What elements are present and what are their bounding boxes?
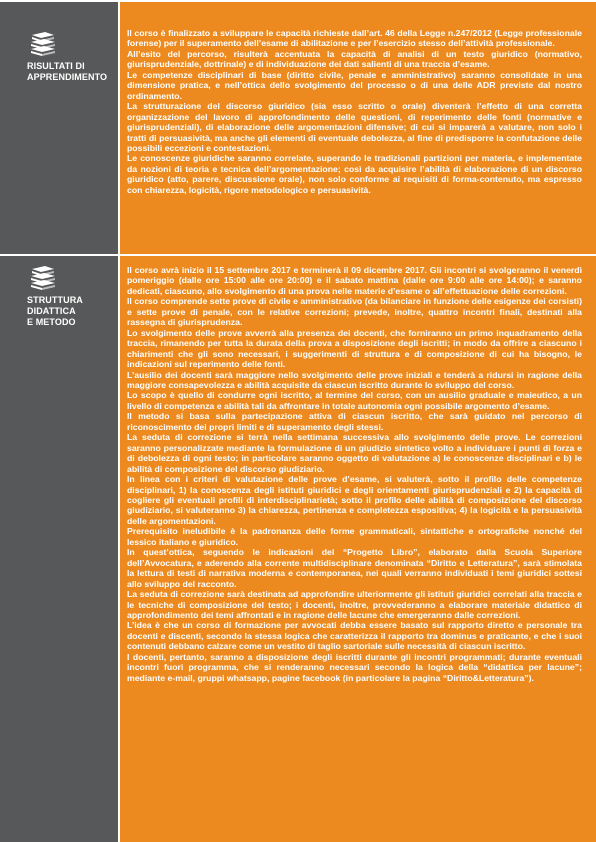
section-label-line: APPRENDIMENTO (27, 72, 108, 82)
paragraph: I docenti, pertanto, saranno a disposizione degli iscritti durante gli incontri programmati; durante eventuali incontri fuori programma, che si renderanno necessari secondo la logica della “didattica per lacune”; mediante e-mail, gruppi whatsapp, pagine facebook (in particolare la pagina “Diritto&Letteratura”). (127, 651, 582, 683)
paragraph: L’ausilio dei docenti sarà maggiore nello svolgimento delle prove iniziali e tenderà a ridursi in ragione della maggiore consapevolezza e abilità acquisite da ciascun iscritto durante lo sviluppo del corso. (127, 369, 582, 390)
paragraph: La seduta di correzione si terrà nella settimana successiva allo svolgimento delle prove. Le correzioni saranno personalizzate mediante la formulazione di un giudizio sintetico volto a individuare i punti di forza e di debolezza di ogni testo; in particolare saranno oggetto di valutazione a) le conoscenze disciplinari e b) le abilità di composizione del discorso giudiziario. (127, 432, 582, 474)
paragraph: La seduta di correzione sarà destinata ad approfondire ulteriormente gli istituti giuridici correlati alla traccia e le tecniche di composizione del testo; i docenti, inoltre, provvederanno a elaborare materiale didattico di approfondimento dei temi affrontati e in ragione delle lacune che emergeranno dalle correzioni. (127, 589, 582, 620)
paragraph: All’esito del percorso, risulterà accentuata la capacità di analisi di un testo giuridico (normativo, giurisprudenziale, dottrinale) e di individuazione dei dati salienti di una traccia d’esame. (127, 48, 582, 70)
section-label-line: STRUTTURA (27, 295, 83, 305)
section-2-body (127, 265, 582, 683)
paragraph: Prerequisito ineludibile è la padronanza delle forme grammaticali, sintattiche e ortografiche nonché del lessico italiano e giuridico. (127, 526, 582, 547)
section-label (27, 61, 115, 83)
paragraph: Le competenze disciplinari di base (diritto civile, penale e amministrativo) saranno consolidate in una dimensione pratica, e nell’ottica dello svolgimento del processo o di una delle ADR previste dal nostro ordinamento. (127, 69, 582, 101)
paragraph: In quest’ottica, seguendo le indicazioni del “Progetto Libro”, elaborato dalla Scuola Superiore dell’Avvocatura, e aderendo alla corrente multidisciplinare denominata “Diritto e Letteratura”, sarà stimolata la lettura di testi di narrativa moderna e contemporanea, nei quali verranno individuati i temi giuridici sottesi allo sviluppo del racconto. (127, 547, 582, 589)
section-1-sidebar (27, 32, 115, 83)
paragraph: La strutturazione del discorso giuridico (sia esso scritto o orale) diventerà l’effetto di una corretta organizzazione del lavoro di approfondimento delle questioni, di reperimento delle fonti (normative e giurisprudenziali), di elaborazione delle argomentazioni difensive; di cui si imparerà a valutare, non solo i tratti di persuasività, ma anche gli elementi di eventuale debolezza, al fine di predisporre la confutazione delle possibili eccezioni e contestazioni. (127, 101, 582, 153)
section-label-line: RISULTATI DI (27, 61, 85, 71)
section-label-line: E METODO (27, 317, 76, 327)
vertical-divider (118, 0, 120, 842)
paragraph: Le conoscenze giuridiche saranno correlate, superando le tradizionali partizioni per materia, e implementate da nozioni di teoria e tecnica dell’argomentazione; così da acquisire l’abilità di elaborazione di un discorso giuridico (atto, parere, discussione orale), non solo conforme ai requisiti di forma-contenuto, ma espresso con chiarezza, logicità, rigore metodologico e persuasività. (127, 153, 582, 195)
sidebar (0, 0, 118, 842)
section-label (27, 295, 115, 328)
section-1-body (127, 28, 582, 195)
section-2-sidebar (27, 266, 115, 328)
books-stack-icon (29, 32, 57, 56)
paragraph: Lo scopo è quello di condurre ogni iscritto, al termine del corso, con un ausilio graduale e maieutico, a un livello di competenza e abilità tali da affrontare in totale autonomia ogni possibile argomento d’esame. (127, 390, 582, 411)
books-stack-icon (29, 266, 57, 290)
paragraph: L’idea è che un corso di formazione per avvocati debba essere basato sul rapporto diretto e personale tra docenti e discenti, secondo la stessa logica che caratterizza il rapporto tra dominus e praticante, e che i suoi contenuti debbano calzare come un vestito di taglio sartoriale sulle necessità di ciascun iscritto. (127, 620, 582, 652)
section-label-line: DIDATTICA (27, 306, 76, 316)
paragraph: In linea con i criteri di valutazione delle prove d’esame, si valuterà, sotto il profilo delle competenze disciplinari, 1) la conoscenza degli istituti giuridici e degli orientamenti giurisprudenziali e 2) la capacità di cogliere gli eventuali profili di interdisciplinarietà; sotto il profilo delle abilità di composizione del discorso giudiziario, si valuteranno 3) la chiarezza, pertinenza e completezza espositiva; 4) la logicità e la persuasività delle argomentazioni. (127, 474, 582, 526)
section-separator (0, 254, 596, 256)
paragraph: Il corso comprende sette prove di civile e amministrativo (da bilanciare in funzione delle esigenze dei corsisti) e sette prove di penale, con le relative correzioni; prevede, inoltre, quattro incontri finali, destinati alla rassegna di giurisprudenza. (127, 296, 582, 328)
paragraph: Il corso avrà inizio il 15 settembre 2017 e terminerà il 09 dicembre 2017. Gli incontri si svolgeranno il venerdì pomeriggio (dalle ore 15:00 alle ore 20:00) e il sabato mattina (dalle ore 9:00 alle ore 14:00); e saranno dedicati, ciascuno, allo svolgimento di una prova nelle materie d’esame o all’effettuazione delle correzioni. (127, 265, 582, 296)
paragraph: Lo svolgimento delle prove avverrà alla presenza dei docenti, che forniranno un primo inquadramento della traccia, rimanendo per tutta la durata della prova a disposizione degli iscritti; in modo da offrire a ciascuno i chiarimenti che gli sono necessari, i suggerimenti di struttura e di composizione di cui ha bisogno, le indicazioni sul reperimento delle fonti. (127, 327, 582, 370)
top-rule (0, 0, 596, 2)
paragraph: Il metodo si basa sulla partecipazione attiva di ciascun iscritto, che sarà guidato nel percorso di riconoscimento dei propri limiti e di superamento degli stessi. (127, 411, 582, 432)
paragraph: Il corso è finalizzato a sviluppare le capacità richieste dall’art. 46 della Legge n.247/2012 (Legge professionale forense) per il superamento dell’esame di abilitazione e per l’esercizio stesso dell’attività professionale. (127, 28, 582, 49)
